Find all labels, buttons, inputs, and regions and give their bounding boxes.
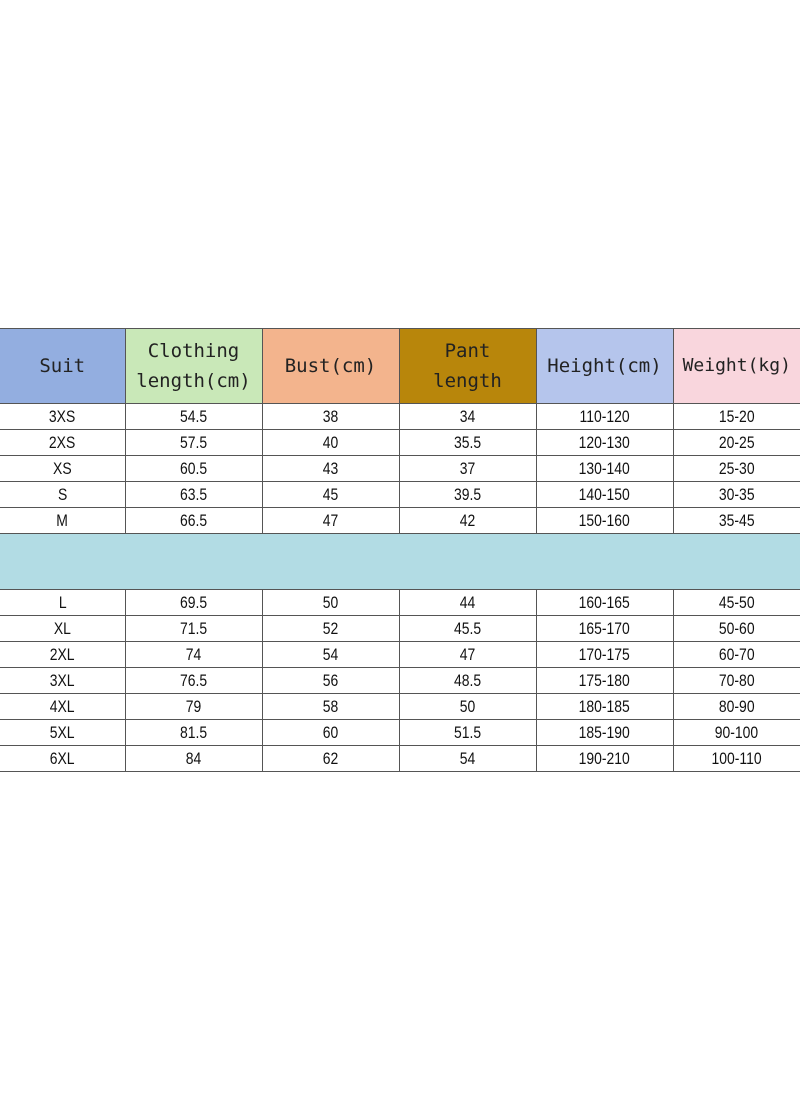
cell-weight xyxy=(673,668,800,694)
cell-size xyxy=(0,616,125,642)
cell-value: 44 xyxy=(459,592,476,612)
cell-value: 57.5 xyxy=(179,432,208,452)
cell-value: 6XL xyxy=(49,748,75,768)
cell-weight xyxy=(673,642,800,668)
cell-value: XS xyxy=(52,458,72,478)
separator-band xyxy=(0,534,800,590)
cell-height xyxy=(536,616,673,642)
cell-clothing-length xyxy=(125,616,262,642)
cell-value: 90-100 xyxy=(715,722,759,742)
header-row xyxy=(0,329,800,404)
header-text-line: Pant xyxy=(444,340,491,362)
cell-height xyxy=(536,508,673,534)
cell-weight xyxy=(673,404,800,430)
cell-value: 110-120 xyxy=(579,406,630,426)
cell-value: 51.5 xyxy=(453,722,482,742)
cell-height xyxy=(536,642,673,668)
header-suit xyxy=(0,329,125,404)
cell-value: 54.5 xyxy=(179,406,208,426)
cell-pant-length xyxy=(399,404,536,430)
cell-value: 76.5 xyxy=(179,670,208,690)
cell-value: 190-210 xyxy=(578,748,631,768)
cell-value: 63.5 xyxy=(179,484,208,504)
header-text-line: length xyxy=(433,370,502,392)
cell-value: 160-165 xyxy=(578,592,631,612)
cell-height xyxy=(536,456,673,482)
cell-pant-length xyxy=(399,616,536,642)
cell-bust xyxy=(262,746,399,772)
cell-value: 185-190 xyxy=(578,722,631,742)
size-row xyxy=(0,508,800,534)
header-weight xyxy=(673,329,800,404)
cell-value: 70-80 xyxy=(718,670,755,690)
cell-pant-length xyxy=(399,642,536,668)
cell-value: L xyxy=(58,592,67,612)
cell-weight xyxy=(673,430,800,456)
size-row xyxy=(0,694,800,720)
cell-value: 50 xyxy=(459,696,476,716)
cell-bust xyxy=(262,590,399,616)
cell-value: 42 xyxy=(459,510,476,530)
cell-size xyxy=(0,746,125,772)
cell-value: 74 xyxy=(185,644,202,664)
cell-pant-length xyxy=(399,668,536,694)
cell-pant-length xyxy=(399,694,536,720)
cell-height xyxy=(536,694,673,720)
cell-height xyxy=(536,668,673,694)
header-height xyxy=(536,329,673,404)
cell-value: S xyxy=(57,484,67,504)
cell-value: 81.5 xyxy=(179,722,208,742)
cell-value: 37 xyxy=(459,458,476,478)
size-row xyxy=(0,430,800,456)
cell-value: 15-20 xyxy=(718,406,755,426)
cell-value: 34 xyxy=(459,406,476,426)
cell-pant-length xyxy=(399,746,536,772)
cell-value: 180-185 xyxy=(578,696,631,716)
size-row xyxy=(0,590,800,616)
cell-clothing-length xyxy=(125,720,262,746)
cell-weight xyxy=(673,694,800,720)
cell-bust xyxy=(262,404,399,430)
cell-height xyxy=(536,430,673,456)
cell-size xyxy=(0,720,125,746)
cell-weight xyxy=(673,456,800,482)
header-text-line: Weight(kg) xyxy=(682,355,791,376)
cell-clothing-length xyxy=(125,404,262,430)
header-text-line: Height(cm) xyxy=(547,355,662,377)
cell-clothing-length xyxy=(125,456,262,482)
size-chart-table xyxy=(0,328,800,772)
cell-bust xyxy=(262,668,399,694)
cell-weight xyxy=(673,616,800,642)
cell-weight xyxy=(673,508,800,534)
cell-value: 60.5 xyxy=(179,458,208,478)
cell-value: 20-25 xyxy=(718,432,755,452)
cell-pant-length xyxy=(399,590,536,616)
cell-value: 35.5 xyxy=(453,432,482,452)
cell-value: 80-90 xyxy=(718,696,755,716)
cell-value: 39.5 xyxy=(453,484,482,504)
cell-value: 56 xyxy=(322,670,339,690)
cell-height xyxy=(536,404,673,430)
cell-weight xyxy=(673,720,800,746)
cell-weight xyxy=(673,746,800,772)
cell-value: 58 xyxy=(322,696,339,716)
cell-value: 120-130 xyxy=(578,432,631,452)
cell-value: 54 xyxy=(322,644,339,664)
cell-pant-length xyxy=(399,482,536,508)
cell-bust xyxy=(262,616,399,642)
cell-bust xyxy=(262,720,399,746)
cell-value: 71.5 xyxy=(179,618,208,638)
cell-value: 35-45 xyxy=(718,510,755,530)
cell-size xyxy=(0,668,125,694)
cell-value: 47 xyxy=(459,644,476,664)
cell-value: 47 xyxy=(322,510,339,530)
size-row xyxy=(0,482,800,508)
cell-value: 45 xyxy=(322,484,339,504)
cell-value: 5XL xyxy=(49,722,75,742)
cell-size xyxy=(0,456,125,482)
cell-value: 52 xyxy=(322,618,339,638)
cell-size xyxy=(0,430,125,456)
cell-value: 84 xyxy=(185,748,202,768)
cell-value: 2XL xyxy=(49,644,75,664)
cell-value: 60-70 xyxy=(718,644,755,664)
size-chart-body xyxy=(0,404,800,772)
cell-bust xyxy=(262,694,399,720)
header-text-line: Suit xyxy=(39,355,86,377)
cell-value: 62 xyxy=(322,748,339,768)
cell-value: 50 xyxy=(322,592,339,612)
cell-height xyxy=(536,482,673,508)
cell-value: 40 xyxy=(322,432,339,452)
cell-pant-length xyxy=(399,456,536,482)
cell-value: 3XL xyxy=(49,670,75,690)
cell-bust xyxy=(262,430,399,456)
size-row xyxy=(0,668,800,694)
cell-height xyxy=(536,746,673,772)
cell-bust xyxy=(262,642,399,668)
size-row xyxy=(0,720,800,746)
cell-value: 54 xyxy=(459,748,476,768)
cell-pant-length xyxy=(399,508,536,534)
cell-bust xyxy=(262,482,399,508)
cell-bust xyxy=(262,508,399,534)
cell-value: 25-30 xyxy=(718,458,755,478)
separator-cell xyxy=(0,534,800,590)
size-row xyxy=(0,404,800,430)
cell-value: 69.5 xyxy=(179,592,208,612)
cell-value: 140-150 xyxy=(578,484,631,504)
cell-clothing-length xyxy=(125,694,262,720)
cell-value: 170-175 xyxy=(578,644,631,664)
cell-value: 45.5 xyxy=(453,618,482,638)
cell-size xyxy=(0,642,125,668)
cell-size xyxy=(0,508,125,534)
cell-clothing-length xyxy=(125,590,262,616)
cell-value: 60 xyxy=(322,722,339,742)
cell-value: 30-35 xyxy=(718,484,755,504)
header-text-line: Clothing xyxy=(147,340,240,362)
cell-value: M xyxy=(56,510,69,530)
header-bust xyxy=(262,329,399,404)
size-row xyxy=(0,642,800,668)
cell-value: 48.5 xyxy=(453,670,482,690)
header-text-line: Bust(cm) xyxy=(284,355,377,377)
header-pant-length xyxy=(399,329,536,404)
cell-value: 2XS xyxy=(49,432,76,452)
cell-value: 43 xyxy=(322,458,339,478)
cell-weight xyxy=(673,482,800,508)
size-row xyxy=(0,616,800,642)
cell-pant-length xyxy=(399,720,536,746)
cell-value: XL xyxy=(53,618,71,638)
header-text-line: length(cm) xyxy=(136,370,251,392)
cell-value: 79 xyxy=(185,696,202,716)
cell-clothing-length xyxy=(125,642,262,668)
cell-bust xyxy=(262,456,399,482)
cell-weight xyxy=(673,590,800,616)
cell-value: 130-140 xyxy=(578,458,631,478)
cell-size xyxy=(0,694,125,720)
header-clothing-length xyxy=(125,329,262,404)
size-row xyxy=(0,746,800,772)
cell-value: 150-160 xyxy=(578,510,631,530)
cell-clothing-length xyxy=(125,668,262,694)
cell-clothing-length xyxy=(125,746,262,772)
cell-value: 45-50 xyxy=(718,592,755,612)
cell-pant-length xyxy=(399,430,536,456)
cell-value: 175-180 xyxy=(578,670,631,690)
size-row xyxy=(0,456,800,482)
cell-value: 3XS xyxy=(49,406,76,426)
cell-value: 4XL xyxy=(49,696,75,716)
cell-value: 38 xyxy=(322,406,339,426)
cell-size xyxy=(0,590,125,616)
cell-clothing-length xyxy=(125,508,262,534)
cell-size xyxy=(0,404,125,430)
cell-clothing-length xyxy=(125,430,262,456)
cell-value: 66.5 xyxy=(179,510,208,530)
cell-size xyxy=(0,482,125,508)
cell-height xyxy=(536,590,673,616)
cell-value: 165-170 xyxy=(578,618,631,638)
cell-value: 50-60 xyxy=(718,618,755,638)
cell-clothing-length xyxy=(125,482,262,508)
cell-value: 100-110 xyxy=(711,748,762,768)
cell-height xyxy=(536,720,673,746)
